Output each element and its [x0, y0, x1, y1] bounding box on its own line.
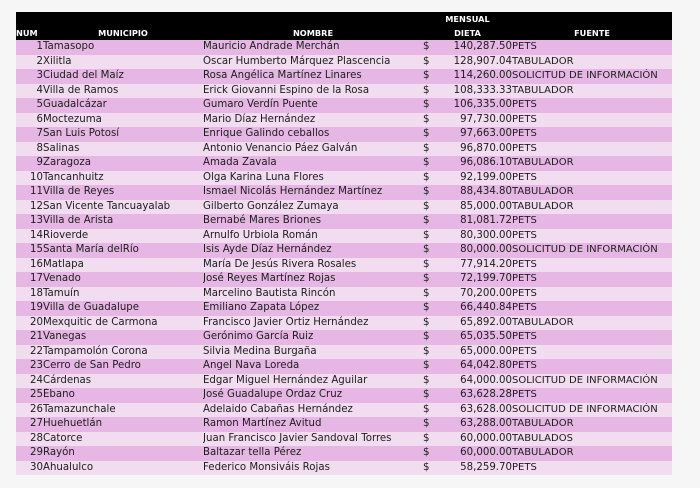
table-row [16, 432, 672, 447]
table-row [16, 84, 672, 99]
row-num: 22 [16, 345, 43, 360]
row-nombre: Enrique Galindo ceballos [203, 127, 423, 142]
row-num: 7 [16, 127, 43, 142]
row-num: 8 [16, 142, 43, 157]
row-municipio: Cárdenas [43, 374, 203, 389]
row-municipio: Zaragoza [43, 156, 203, 171]
row-dieta: 85,000.00 [449, 200, 512, 215]
row-num: 3 [16, 69, 43, 84]
row-fuente: PETS [512, 461, 672, 476]
row-nombre: Gumaro Verdín Puente [203, 98, 423, 113]
table-row [16, 40, 672, 55]
row-currency-symbol: $ [423, 388, 449, 403]
row-currency-symbol: $ [423, 461, 449, 476]
row-municipio: Moctezuma [43, 113, 203, 128]
row-currency-symbol: $ [423, 200, 449, 215]
row-currency-symbol: $ [423, 142, 449, 157]
table-row [16, 127, 672, 142]
header-municipio-top [43, 12, 203, 26]
row-dieta: 77,914.20 [449, 258, 512, 273]
row-fuente: SOLICITUD DE INFORMACIÓN [512, 403, 672, 418]
table-row [16, 287, 672, 302]
header-fuente-top [512, 12, 672, 26]
row-dieta: 80,300.00 [449, 229, 512, 244]
header-mensual: MENSUAL [423, 12, 512, 26]
row-currency-symbol: $ [423, 316, 449, 331]
row-dieta: 106,335.00 [449, 98, 512, 113]
row-currency-symbol: $ [423, 258, 449, 273]
row-dieta: 66,440.84 [449, 301, 512, 316]
row-nombre: Baltazar tella Pérez [203, 446, 423, 461]
table-row [16, 345, 672, 360]
row-dieta: 80,000.00 [449, 243, 512, 258]
row-currency-symbol: $ [423, 417, 449, 432]
row-dieta: 63,628.28 [449, 388, 512, 403]
row-nombre: Emiliano Zapata López [203, 301, 423, 316]
row-currency-symbol: $ [423, 243, 449, 258]
row-dieta: 60,000.00 [449, 432, 512, 447]
table-row [16, 55, 672, 70]
row-fuente: TABULADOR [512, 185, 672, 200]
row-fuente: PETS [512, 301, 672, 316]
row-dieta: 128,907.04 [449, 55, 512, 70]
row-num: 20 [16, 316, 43, 331]
table-row [16, 388, 672, 403]
row-nombre: Silvia Medina Burgaña [203, 345, 423, 360]
row-dieta: 60,000.00 [449, 446, 512, 461]
table-row [16, 243, 672, 258]
row-dieta: 81,081.72 [449, 214, 512, 229]
salary-table [16, 12, 672, 475]
row-municipio: Tancanhuitz [43, 171, 203, 186]
row-num: 5 [16, 98, 43, 113]
row-currency-symbol: $ [423, 171, 449, 186]
row-nombre: Olga Karina Luna Flores [203, 171, 423, 186]
row-dieta: 114,260.00 [449, 69, 512, 84]
row-nombre: Gilberto González Zumaya [203, 200, 423, 215]
row-nombre: Federico Monsiváis Rojas [203, 461, 423, 476]
row-currency-symbol: $ [423, 84, 449, 99]
row-nombre: José Reyes Martínez Rojas [203, 272, 423, 287]
row-municipio: Tampamolón Corona [43, 345, 203, 360]
row-municipio: Venado [43, 272, 203, 287]
row-fuente: PETS [512, 98, 672, 113]
table-row [16, 200, 672, 215]
row-municipio: Rioverde [43, 229, 203, 244]
row-nombre: Rosa Angélica Martínez Linares [203, 69, 423, 84]
row-nombre: Mario Díaz Hernández [203, 113, 423, 128]
table-row [16, 185, 672, 200]
row-dieta: 65,035.50 [449, 330, 512, 345]
row-currency-symbol: $ [423, 214, 449, 229]
row-municipio: Rayón [43, 446, 203, 461]
row-municipio: Cerro de San Pedro [43, 359, 203, 374]
table-row [16, 272, 672, 287]
row-currency-symbol: $ [423, 374, 449, 389]
row-fuente: PETS [512, 171, 672, 186]
row-dieta: 96,086.10 [449, 156, 512, 171]
row-num: 9 [16, 156, 43, 171]
row-municipio: Ciudad del Maíz [43, 69, 203, 84]
row-num: 11 [16, 185, 43, 200]
table-row [16, 98, 672, 113]
row-num: 18 [16, 287, 43, 302]
row-nombre: Francisco Javier Ortiz Hernández [203, 316, 423, 331]
row-nombre: Arnulfo Urbiola Román [203, 229, 423, 244]
row-dieta: 72,199.70 [449, 272, 512, 287]
row-dieta: 97,663.00 [449, 127, 512, 142]
row-fuente: SOLICITUD DE INFORMACIÓN [512, 69, 672, 84]
row-num: 29 [16, 446, 43, 461]
row-fuente: PETS [512, 113, 672, 128]
header-dieta: DIETA [423, 26, 512, 40]
row-num: 21 [16, 330, 43, 345]
row-nombre: Marcelino Bautista Rincón [203, 287, 423, 302]
row-municipio: San Luis Potosí [43, 127, 203, 142]
row-currency-symbol: $ [423, 98, 449, 113]
row-nombre: Ismael Nicolás Hernández Martínez [203, 185, 423, 200]
row-currency-symbol: $ [423, 55, 449, 70]
row-dieta: 65,000.00 [449, 345, 512, 360]
row-dieta: 92,199.00 [449, 171, 512, 186]
table-row [16, 214, 672, 229]
row-dieta: 96,870.00 [449, 142, 512, 157]
row-num: 19 [16, 301, 43, 316]
row-fuente: PETS [512, 345, 672, 360]
table-row [16, 171, 672, 186]
row-currency-symbol: $ [423, 330, 449, 345]
row-fuente: TABULADOR [512, 446, 672, 461]
header-num: NUM [16, 26, 43, 40]
header-nombre-top [203, 12, 423, 26]
row-nombre: Óscar Humberto Márquez Plascencia [203, 55, 423, 70]
row-nombre: Bernabé Mares Briones [203, 214, 423, 229]
row-num: 28 [16, 432, 43, 447]
row-municipio: Ahualulco [43, 461, 203, 476]
row-municipio: Xilitla [43, 55, 203, 70]
row-num: 6 [16, 113, 43, 128]
row-currency-symbol: $ [423, 185, 449, 200]
row-municipio: San Vicente Tancuayalab [43, 200, 203, 215]
row-fuente: PETS [512, 258, 672, 273]
row-num: 10 [16, 171, 43, 186]
row-num: 17 [16, 272, 43, 287]
row-currency-symbol: $ [423, 127, 449, 142]
row-fuente: PETS [512, 330, 672, 345]
row-fuente: PETS [512, 127, 672, 142]
row-dieta: 64,042.80 [449, 359, 512, 374]
table-row [16, 417, 672, 432]
row-municipio: Huehuetlán [43, 417, 203, 432]
row-municipio: Matlapa [43, 258, 203, 273]
row-currency-symbol: $ [423, 40, 449, 55]
table-row [16, 359, 672, 374]
header-num-top [16, 12, 43, 26]
row-num: 25 [16, 388, 43, 403]
row-dieta: 97,730.00 [449, 113, 512, 128]
row-currency-symbol: $ [423, 359, 449, 374]
row-municipio: Guadalcázar [43, 98, 203, 113]
row-fuente: PETS [512, 142, 672, 157]
row-fuente: SOLICITUD DE INFORMACIÓN [512, 243, 672, 258]
header-row-bottom [16, 26, 672, 40]
table-row [16, 69, 672, 84]
row-currency-symbol: $ [423, 156, 449, 171]
row-fuente: PETS [512, 40, 672, 55]
row-currency-symbol: $ [423, 113, 449, 128]
row-municipio: Villa de Arista [43, 214, 203, 229]
row-nombre: Mauricio Andrade Merchán [203, 40, 423, 55]
row-nombre: Adelaido Cabañas Hernández [203, 403, 423, 418]
row-dieta: 63,628.00 [449, 403, 512, 418]
table-row [16, 330, 672, 345]
header-fuente: FUENTE [512, 26, 672, 40]
row-municipio: Mexquitic de Carmona [43, 316, 203, 331]
table-row [16, 229, 672, 244]
row-currency-symbol: $ [423, 403, 449, 418]
row-currency-symbol: $ [423, 301, 449, 316]
row-fuente: PETS [512, 272, 672, 287]
header-nombre: NOMBRE [203, 26, 423, 40]
row-nombre: Edgar Miguel Hernández Aguilar [203, 374, 423, 389]
table-row [16, 301, 672, 316]
table-row [16, 113, 672, 128]
row-dieta: 64,000.00 [449, 374, 512, 389]
row-municipio: Catorce [43, 432, 203, 447]
row-nombre: Erick Giovanni Espino de la Rosa [203, 84, 423, 99]
row-fuente: TABULADOR [512, 84, 672, 99]
row-nombre: Ramon Martínez Avitud [203, 417, 423, 432]
row-municipio: Ébano [43, 388, 203, 403]
row-dieta: 88,434.80 [449, 185, 512, 200]
row-fuente: TABULADOR [512, 200, 672, 215]
row-currency-symbol: $ [423, 446, 449, 461]
row-nombre: María De Jesús Rivera Rosales [203, 258, 423, 273]
table-body [16, 40, 672, 475]
row-municipio: Salinas [43, 142, 203, 157]
table-row [16, 461, 672, 476]
row-municipio: Villa de Reyes [43, 185, 203, 200]
row-currency-symbol: $ [423, 287, 449, 302]
row-num: 30 [16, 461, 43, 476]
header-municipio: MUNICIPIO [43, 26, 203, 40]
row-currency-symbol: $ [423, 272, 449, 287]
row-num: 1 [16, 40, 43, 55]
row-nombre: Amada Zavala [203, 156, 423, 171]
row-fuente: PETS [512, 287, 672, 302]
row-num: 24 [16, 374, 43, 389]
row-fuente: TABULADOS [512, 432, 672, 447]
row-num: 14 [16, 229, 43, 244]
row-nombre: Isis Ayde Díaz Hernández [203, 243, 423, 258]
row-nombre: Juan Francisco Javier Sandoval Torres [203, 432, 423, 447]
row-municipio: Tamasopo [43, 40, 203, 55]
row-fuente: TABULADOR [512, 316, 672, 331]
row-dieta: 63,288.00 [449, 417, 512, 432]
row-num: 2 [16, 55, 43, 70]
row-municipio: Tamuín [43, 287, 203, 302]
table-row [16, 258, 672, 273]
row-currency-symbol: $ [423, 229, 449, 244]
row-currency-symbol: $ [423, 432, 449, 447]
row-dieta: 65,892.00 [449, 316, 512, 331]
row-dieta: 108,333.33 [449, 84, 512, 99]
table-row [16, 156, 672, 171]
row-num: 4 [16, 84, 43, 99]
row-fuente: PETS [512, 359, 672, 374]
row-fuente: TABULADOR [512, 156, 672, 171]
row-municipio: Tamazunchale [43, 403, 203, 418]
row-num: 26 [16, 403, 43, 418]
table-row [16, 316, 672, 331]
row-fuente: PETS [512, 229, 672, 244]
table-row [16, 374, 672, 389]
row-num: 23 [16, 359, 43, 374]
row-municipio: Santa María delRío [43, 243, 203, 258]
row-num: 27 [16, 417, 43, 432]
table-row [16, 403, 672, 418]
row-nombre: Gerónimo García Ruiz [203, 330, 423, 345]
row-dieta: 58,259.70 [449, 461, 512, 476]
row-fuente: TABULADOR [512, 417, 672, 432]
row-currency-symbol: $ [423, 345, 449, 360]
row-num: 13 [16, 214, 43, 229]
row-municipio: Villa de Ramos [43, 84, 203, 99]
header-row-top [16, 12, 672, 26]
row-fuente: SOLICITUD DE INFORMACIÓN [512, 374, 672, 389]
row-num: 12 [16, 200, 43, 215]
row-currency-symbol: $ [423, 69, 449, 84]
row-dieta: 140,287.50 [449, 40, 512, 55]
table-row [16, 446, 672, 461]
row-municipio: Villa de Guadalupe [43, 301, 203, 316]
row-nombre: José Guadalupe Ordaz Cruz [203, 388, 423, 403]
row-fuente: TABULADOR [512, 55, 672, 70]
row-fuente: PETS [512, 388, 672, 403]
row-num: 16 [16, 258, 43, 273]
table-header [16, 12, 672, 40]
table-row [16, 142, 672, 157]
row-nombre: Antonio Venancio Páez Galván [203, 142, 423, 157]
row-dieta: 70,200.00 [449, 287, 512, 302]
row-municipio: Vanegas [43, 330, 203, 345]
row-num: 15 [16, 243, 43, 258]
row-fuente: PETS [512, 214, 672, 229]
row-nombre: Angel Nava Loreda [203, 359, 423, 374]
